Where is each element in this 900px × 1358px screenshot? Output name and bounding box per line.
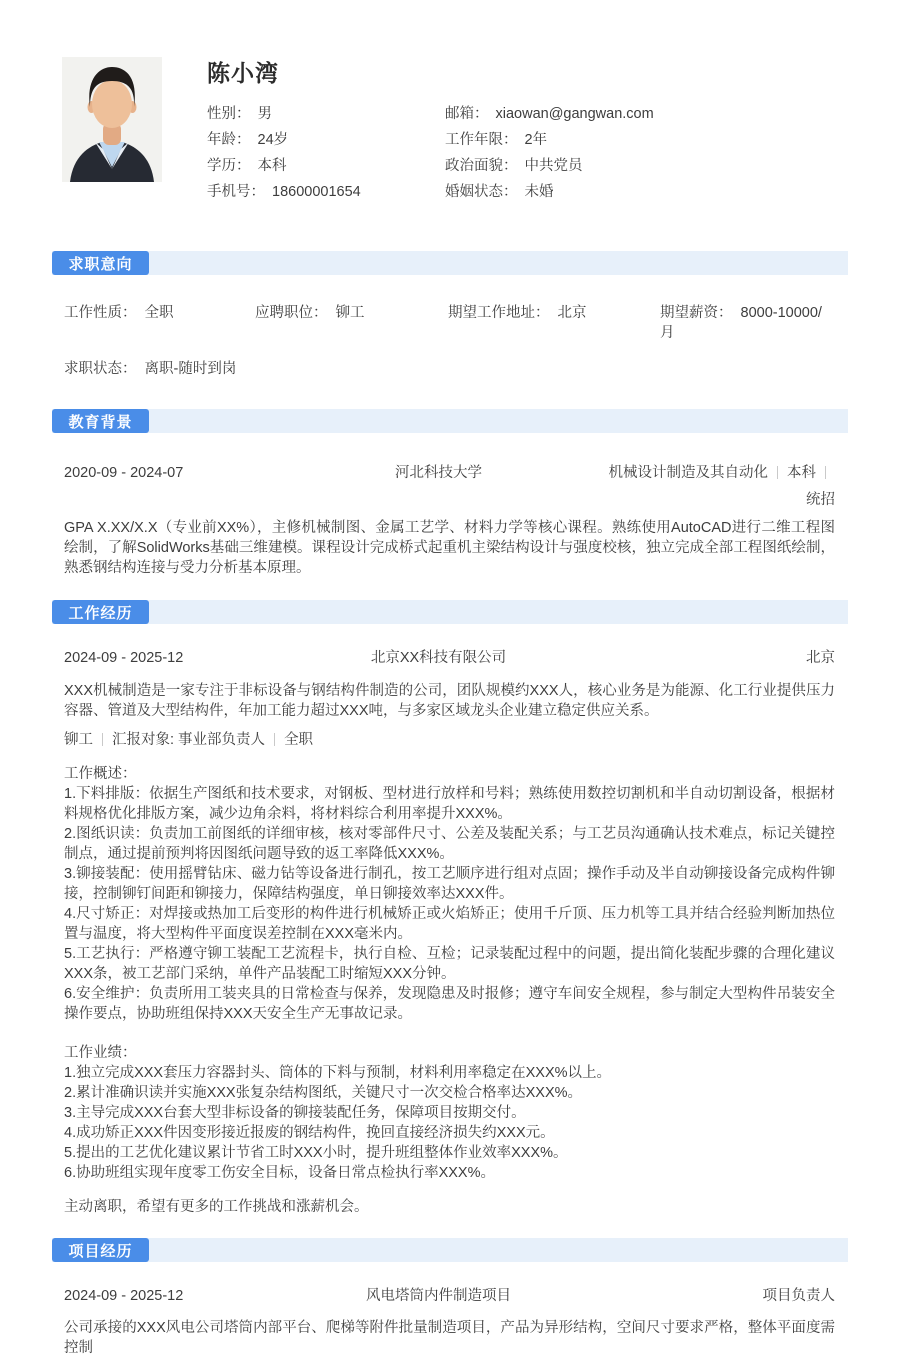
section-bar-work-experience [52, 600, 848, 624]
education-row [64, 460, 835, 514]
field-work-years: 工作年限： 2年 [445, 132, 548, 148]
work-achievement-item: 4.成功矫正XXX件因变形接近报废的钢结构件，挽回直接经济损失约XXX元。 [64, 1125, 555, 1141]
leave-reason: 主动离职，希望有更多的工作挑战和涨薪机会。 [64, 1199, 369, 1215]
field-target-position: 应聘职位： 铆工 [255, 305, 365, 321]
work-overview-item: 5.工艺执行：严格遵守铆工装配工艺流程卡，执行自检、互检；记录装配过程中的问题，提出简化装配步骤的合理化建议XXX条，被工艺部门采纳，单件产品装配工时缩短XXX分钟。 [64, 946, 835, 982]
profile-photo [62, 57, 162, 182]
work-report-to: 汇报对象: 事业部负责人 [112, 732, 266, 748]
education-period: 2020-09 - 2024-07 [64, 465, 184, 481]
project-period: 2024-09 - 2025-12 [64, 1288, 184, 1304]
work-achievement-item: 6.协助班组实现年度零工伤安全目标，设备日常点检执行率XXX%。 [64, 1165, 495, 1181]
work-period: 2024-09 - 2025-12 [64, 650, 184, 666]
work-overview-item: 1.下料排版：依据生产图纸和技术要求，对钢板、型材进行放样和号料；熟练使用数控切割机和半自动切割设备，根据材料规格优化排版方案，减少边角余料，将材料综合利用率提升XXX%。 [64, 786, 835, 822]
profile-fields-right [445, 101, 848, 205]
work-company: 北京XX科技有限公司 [370, 650, 507, 666]
company-intro: XXX机械制造是一家专注于非标设备与钢结构件制造的公司，团队规模约XXX人，核心业务是为能源、化工行业提供压力容器、管道及大型结构件，年加工能力超过XXX吨，与多家区域龙头企业建立稳定供应关系。 [64, 683, 835, 719]
education-degree: 本科 [787, 465, 816, 481]
field-education: 学历： 本科 [207, 158, 287, 174]
work-position: 铆工 [64, 732, 93, 748]
job-intention-content [52, 303, 848, 379]
work-overview-item: 4.尺寸矫正：对焊接或热加工后变形的构件进行机械矫正或火焰矫正；使用千斤顶、压力机等工具并结合经验判断加热位置与温度，将大型构件平面度误差控制在XXX毫米内。 [64, 906, 835, 942]
separator [102, 733, 103, 746]
position-row [64, 732, 835, 748]
section-bar-education [52, 409, 848, 433]
section-title-education: 教育背景 [52, 409, 149, 433]
section-bar-job-intention [52, 251, 848, 275]
work-overview-item: 6.安全维护：负责所用工装夹具的日常检查与保养，发现隐患及时报修；遵守车间安全规程，参与制定大型构件吊装安全操作要点，协助班组保持XXX天安全生产无事故记录。 [64, 986, 835, 1022]
project-name: 风电塔筒内件制造项目 [366, 1288, 511, 1304]
separator [274, 733, 275, 746]
work-location: 北京 [806, 650, 835, 666]
work-overview-item: 2.图纸识读：负责加工前图纸的详细审核，核对零部件尺寸、公差及装配关系；与工艺员沟通确认技术难点，标记关键控制点，通过提前预判将因图纸问题导致的返工率降低XXX%。 [64, 826, 835, 862]
project-experience-content [52, 1289, 848, 1358]
work-experience-content [52, 651, 848, 1217]
separator [777, 466, 778, 479]
separator [825, 466, 826, 479]
education-description: GPA X.XX/X.X（专业前XX%），主修机械制图、金属工艺学、材料力学等核心课程。熟练使用AutoCAD进行二维工程图绘制，了解SolidWorks基础三维建模。课程设计完成桥式起重机主梁结构设计与强度校核，独立完成全部工程图纸绘制，熟悉钢结构连接与受力分析基本原理。 [64, 520, 835, 576]
resume-page [0, 57, 900, 1358]
field-phone: 手机号： 18600001654 [207, 184, 361, 200]
section-title-work-experience: 工作经历 [52, 600, 149, 624]
section-title-project-experience: 项目经历 [52, 1238, 149, 1262]
profile-info [207, 57, 848, 205]
job-intention-row1 [64, 303, 835, 343]
section-bar-project-experience [52, 1238, 848, 1262]
education-major-degree [603, 460, 835, 514]
project-description: 公司承接的XXX风电公司塔筒内部平台、爬梯等附件批量制造项目，产品为异形结构，空间尺寸要求严格，整体平面度需控制 [64, 1320, 835, 1356]
section-title-job-intention: 求职意向 [52, 251, 149, 275]
project-role: 项目负责人 [762, 1288, 835, 1304]
work-achievement-item: 5.提出的工艺优化建议累计节省工时XXX小时，提升班组整体作业效率XXX%。 [64, 1145, 568, 1161]
field-age: 年龄： 24岁 [207, 132, 289, 148]
work-achievements-title: 工作业绩： [64, 1045, 137, 1061]
portrait-illustration [62, 57, 162, 182]
field-email: 邮箱： xiaowan@gangwan.com [445, 106, 654, 122]
education-school: 河北科技大学 [395, 465, 482, 481]
field-political-status: 政治面貌： 中共党员 [445, 158, 583, 174]
work-job-type: 全职 [284, 732, 314, 748]
field-job-nature: 工作性质： 全职 [64, 305, 174, 321]
field-marital-status: 婚姻状态： 未婚 [445, 184, 554, 200]
work-achievement-item: 3.主导完成XXX台套大型非标设备的铆接装配任务，保障项目按期交付。 [64, 1105, 526, 1121]
work-overview [64, 764, 835, 1024]
work-achievement-item: 2.累计准确识读并实施XXX张复杂结构图纸，关键尺寸一次交检合格率达XXX%。 [64, 1085, 583, 1101]
education-content [52, 460, 848, 578]
project-row [64, 1289, 835, 1304]
field-expected-salary: 期望薪资： 8000-10000/月 [660, 305, 822, 341]
work-overview-title: 工作概述： [64, 766, 137, 782]
field-target-location: 期望工作地址： 北京 [448, 305, 587, 321]
education-enrollment: 统招 [806, 492, 835, 508]
work-achievement-item: 1.独立完成XXX套压力容器封头、筒体的下料与预制，材料利用率稳定在XXX%以上。 [64, 1065, 612, 1081]
profile-fields-left [207, 101, 445, 205]
field-job-status: 求职状态： 离职-随时到岗 [64, 361, 237, 377]
field-gender: 性别： 男 [207, 106, 272, 122]
profile-header [52, 57, 848, 205]
work-achievements [64, 1043, 835, 1183]
education-major: 机械设计制造及其自动化 [608, 465, 768, 481]
work-row [64, 651, 835, 666]
candidate-name: 陈小湾 [207, 60, 279, 86]
work-overview-item: 3.铆接装配：使用摇臂钻床、磁力钻等设备进行制孔，按工艺顺序进行组对点固；操作手动及半自动铆接设备完成构件铆接，控制铆钉间距和铆接力，保障结构强度，单日铆接效率达XXX件。 [64, 866, 835, 902]
